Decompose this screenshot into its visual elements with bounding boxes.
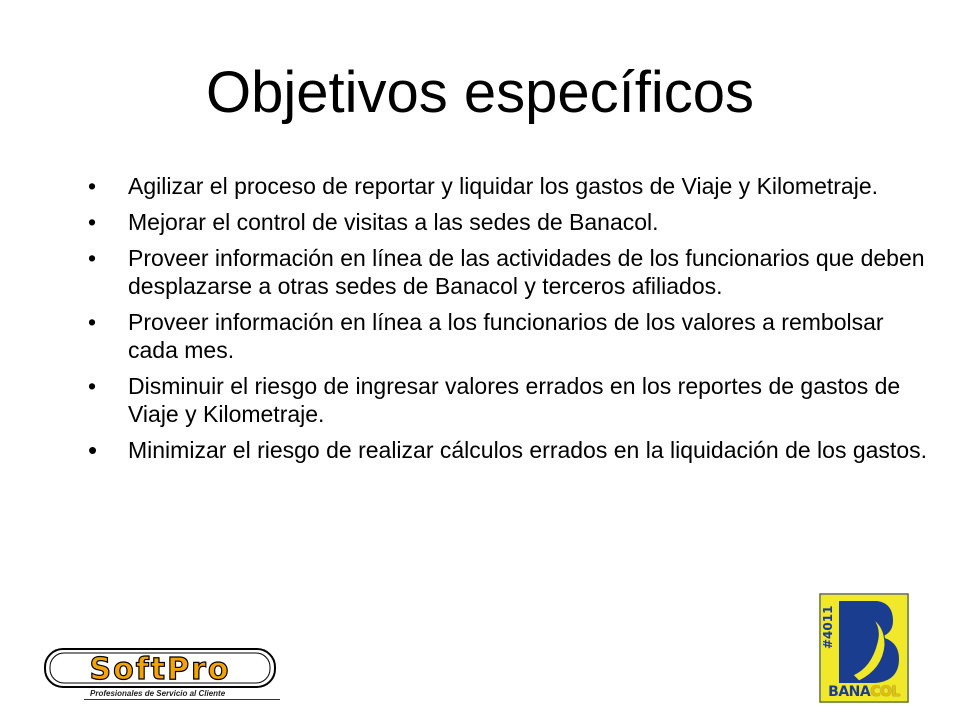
banacol-word-part2: COL (870, 684, 900, 700)
banacol-number: #4011 (821, 605, 835, 649)
softpro-wordmark (44, 648, 276, 688)
bullet-icon: • (88, 309, 97, 335)
banacol-logo (819, 593, 909, 703)
bullet-text: Proveer información en línea de las actividades de los funcionarios que deben desplazarse a otras sedes de Banacol y terceros afiliados. (128, 245, 925, 299)
bullet-item (88, 172, 930, 200)
bullet-item (88, 372, 930, 428)
softpro-underline (84, 699, 280, 700)
bullet-icon: • (88, 173, 97, 199)
bullet-item (88, 208, 930, 236)
bullet-text: Agilizar el proceso de reportar y liquidar los gastos de Viaje y Kilometraje. (128, 173, 879, 199)
bullet-item (88, 436, 930, 464)
bullet-text: Mejorar el control de visitas a las sedes de Banacol. (128, 209, 659, 235)
banacol-word-part1: BANA (828, 684, 871, 700)
bullet-text: Proveer información en línea a los funcionarios de los valores a rembolsar cada mes. (128, 309, 884, 363)
bullet-item (88, 308, 930, 364)
slide-title: Objetivos específicos (205, 60, 755, 125)
bullet-icon: • (88, 373, 97, 399)
bullet-icon: • (88, 435, 98, 465)
softpro-logo (44, 648, 280, 700)
bullet-icon: • (88, 209, 97, 235)
softpro-tagline: Profesionales de Servicio al Cliente (90, 689, 226, 698)
softpro-logo-text: SoftPro (89, 652, 231, 687)
bullet-item (88, 244, 930, 300)
objectives-list (88, 172, 930, 472)
banacol-wordmark (819, 684, 909, 700)
bullet-text: Disminuir el riesgo de ingresar valores errados en los reportes de gastos de Viaje y Kilometraje. (128, 373, 901, 427)
banacol-mark: c (891, 660, 897, 670)
bullet-text: Minimizar el riesgo de realizar cálculos errados en la liquidación de los gastos. (128, 437, 928, 463)
bullet-icon: • (88, 245, 97, 271)
